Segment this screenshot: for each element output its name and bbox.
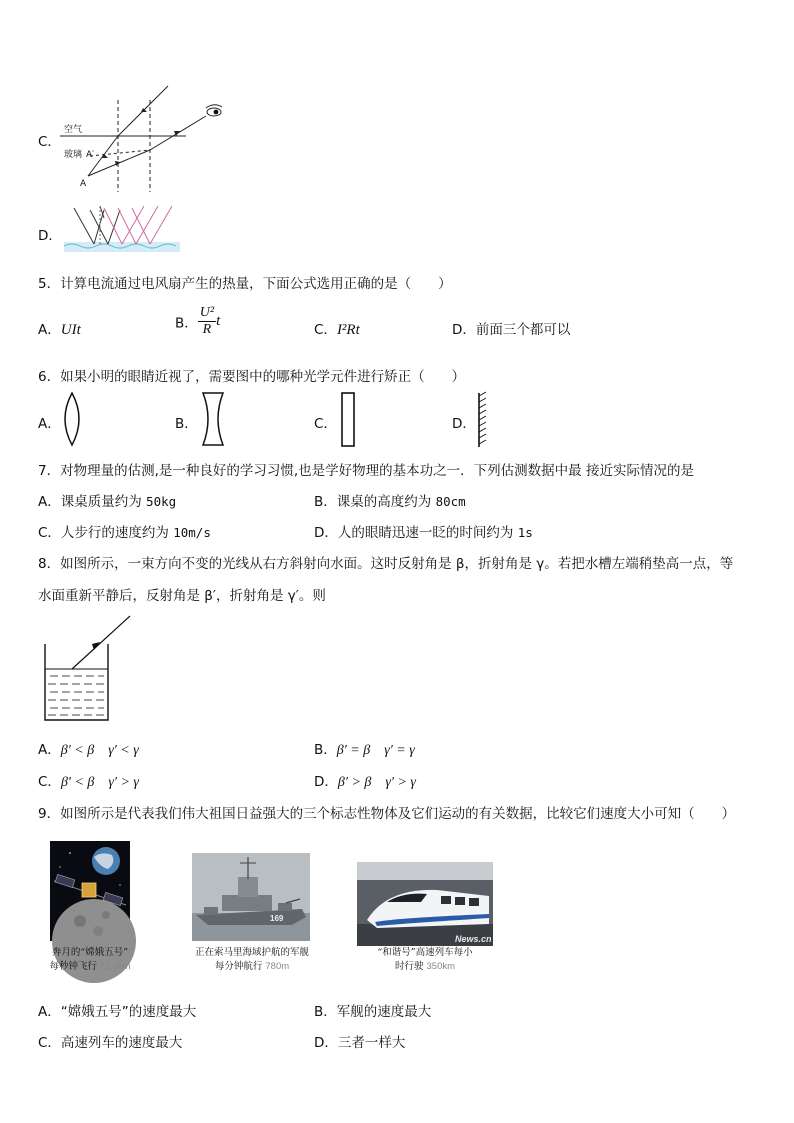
q7-option-d[interactable] (314, 521, 533, 541)
plane-mirror-icon (476, 392, 490, 448)
q5-option-b-numerator: U² (199, 305, 215, 320)
convex-lens-icon (61, 392, 83, 446)
q5-option-a[interactable] (38, 318, 81, 339)
q8-option-a-math: β′ < β γ′ < γ (60, 743, 139, 758)
a-label: A (80, 179, 87, 189)
air-label: 空气 (64, 125, 83, 135)
q9-option-b[interactable]: B．军舰的速度最大 (314, 1004, 432, 1020)
caption-change5-line1: 奔月的“嫦娥五号” (51, 947, 129, 958)
news-watermark: News.cn (455, 934, 492, 944)
q9-stem: 9．如图所示是代表我们伟大祖国日益强大的三个标志性物体及它们运动的有关数据，比较它们速度大小可知（ ） (38, 806, 736, 822)
q8-stem-line1: 8．如图所示，一束方向不变的光线从右方斜射向水面。这时反射角是 β，折射角是 γ。若把水槽左端稍垫高一点，等 (38, 556, 734, 572)
q7-stem: 7．对物理量的估测,是一种良好的学习习惯,也是学好物理的基本功之一．下列估测数据中最 接近实际情况的是 (38, 463, 694, 479)
concave-lens-icon (200, 392, 226, 446)
caption-change5-line2: 每秒钟飞行 (49, 961, 98, 972)
caption-warship-distance: 780m (265, 961, 290, 972)
q8-option-d[interactable] (314, 770, 416, 791)
caption-train-distance: 350km (426, 961, 456, 972)
q8-option-a[interactable] (38, 738, 139, 759)
q4-option-d-label: D． (38, 228, 62, 244)
q5-option-a-label: A． (38, 322, 61, 338)
q9-option-a[interactable]: A．“嫦娥五号”的速度最大 (38, 1004, 197, 1020)
q6-option-a-label[interactable]: A． (38, 416, 61, 432)
q8-option-c-math: β′ < β γ′ > γ (60, 775, 139, 790)
caption-warship-line2: 每分钟航行 (214, 961, 263, 972)
q9-option-c[interactable]: C．高速列车的速度最大 (38, 1035, 183, 1051)
caption-train-line1: “和谐号”高速列车每小 (377, 947, 473, 958)
q7-option-b-value: 80cm (435, 494, 466, 509)
q7-option-d-value: 1s (517, 525, 533, 540)
q8-option-b[interactable] (314, 738, 415, 759)
q5-option-b-fraction (198, 305, 216, 338)
q5-option-a-formula: UIt (60, 322, 81, 338)
q7-option-a-value: 50kg (146, 494, 177, 509)
q7-option-c-value: 10m/s (173, 525, 211, 540)
q8-option-b-label: B． (314, 742, 337, 758)
caption-train (352, 946, 498, 974)
q7-option-a-text: A．课桌质量约为 (38, 494, 142, 510)
q6-option-c-label[interactable]: C． (314, 416, 337, 432)
caption-change5-distance: 11.2km (100, 961, 131, 972)
caption-change5 (40, 946, 140, 974)
glass-label: 玻璃 (64, 150, 83, 160)
change5-satellite-image (50, 841, 130, 941)
q5-option-c[interactable] (314, 318, 360, 339)
q5-stem: 5．计算电流通过电风扇产生的热量，下面公式选用正确的是（ ） (38, 276, 452, 292)
q8-option-d-math: β′ > β γ′ > γ (337, 775, 416, 790)
q7-option-d-text: D．人的眼睛迅速一眨的时间约为 (314, 525, 514, 541)
q7-option-c[interactable] (38, 521, 211, 541)
q8-option-b-math: β′ = β γ′ = γ (336, 743, 415, 758)
q5-option-c-label: C． (314, 322, 337, 338)
water-tank-diagram (42, 614, 138, 724)
q5-option-d[interactable]: D．前面三个都可以 (452, 322, 571, 338)
q8-option-a-label: A． (38, 742, 61, 758)
q7-option-b[interactable] (314, 490, 466, 510)
caption-train-line2: 时行驶 (394, 961, 424, 972)
a-prime-label: A′ (86, 150, 95, 160)
hull-number: 169 (270, 914, 284, 923)
high-speed-train-image (357, 862, 493, 946)
q5-option-b[interactable] (175, 305, 220, 338)
glass-slab-icon (340, 392, 356, 448)
q8-option-c[interactable] (38, 770, 139, 791)
q7-option-a[interactable] (38, 490, 176, 510)
q9-option-d[interactable]: D．三者一样大 (314, 1035, 406, 1051)
q6-option-b-label[interactable]: B． (175, 416, 198, 432)
q5-option-b-label: B． (175, 315, 198, 332)
q4-option-c-label: C． (38, 134, 61, 150)
q8-stem-line2: 水面重新平静后，反射角是 β′，折射角是 γ′。则 (38, 588, 326, 604)
q8-option-d-label: D． (314, 774, 338, 790)
q8-option-c-label: C． (38, 774, 61, 790)
caption-warship-line1: 正在索马里海域护航的军舰 (194, 947, 309, 958)
q6-option-d-label[interactable]: D． (452, 416, 476, 432)
warship-image (192, 853, 310, 941)
caption-warship (182, 946, 322, 974)
q5-option-b-denominator: R (202, 322, 212, 337)
q5-option-b-t: t (216, 313, 221, 329)
q5-option-c-formula: I²Rt (336, 322, 360, 338)
q7-option-c-text: C．人步行的速度约为 (38, 525, 169, 541)
q4-option-d-diagram (64, 204, 180, 254)
q6-stem: 6．如果小明的眼睛近视了，需要图中的哪种光学元件进行矫正（ ） (38, 369, 466, 385)
q7-option-b-text: B．课桌的高度约为 (314, 494, 432, 510)
